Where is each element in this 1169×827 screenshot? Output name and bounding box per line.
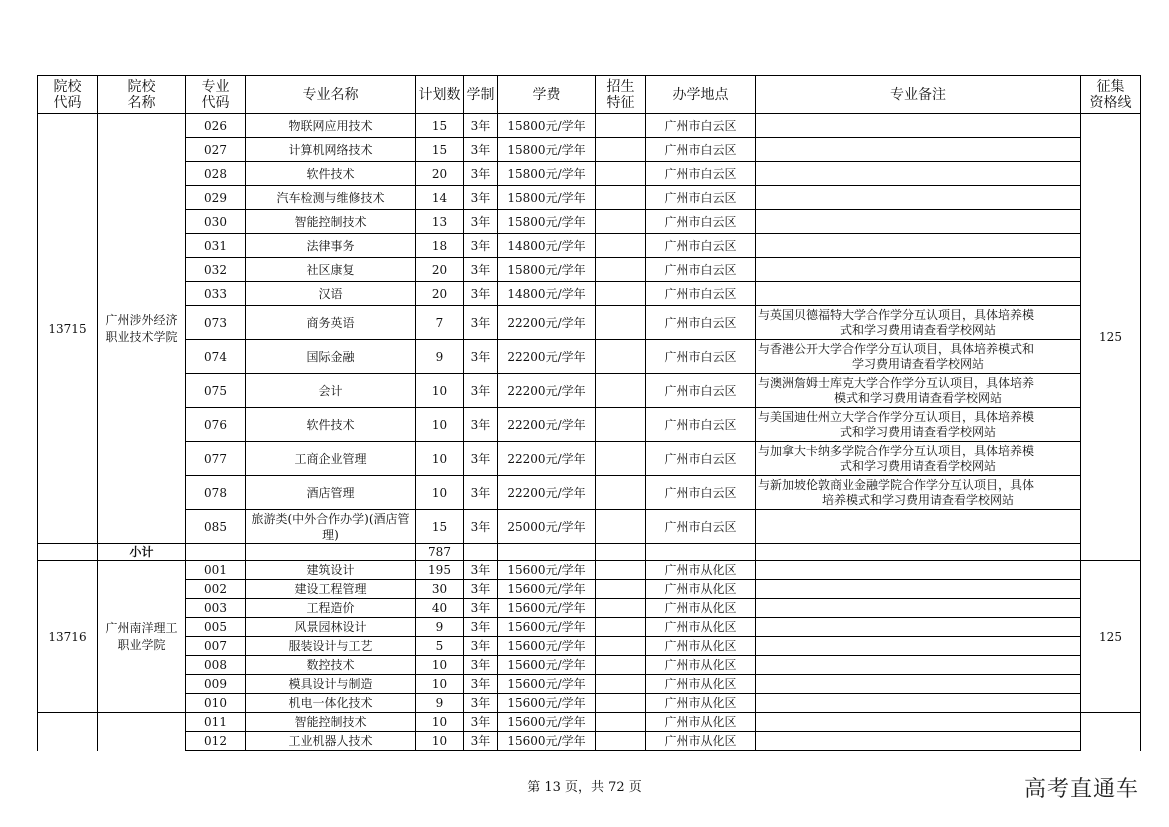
major-name-cell: 智能控制技术	[246, 713, 416, 732]
tuition-cell: 15600元/学年	[498, 675, 596, 694]
location-cell: 广州市白云区	[646, 210, 756, 234]
major-code-cell: 010	[186, 694, 246, 713]
location-cell: 广州市从化区	[646, 675, 756, 694]
plan-count-cell: 15	[416, 138, 464, 162]
location-cell: 广州市从化区	[646, 618, 756, 637]
major-code-cell: 030	[186, 210, 246, 234]
duration-cell: 3年	[464, 162, 498, 186]
header-school-code: 院校 代码	[38, 76, 98, 114]
table-row	[38, 476, 1141, 510]
table-row	[38, 732, 1141, 751]
location-cell: 广州市白云区	[646, 138, 756, 162]
major-name-cell: 模具设计与制造	[246, 675, 416, 694]
plan-count-cell: 15	[416, 114, 464, 138]
notes-cell	[756, 258, 1081, 282]
tuition-cell: 15800元/学年	[498, 114, 596, 138]
tuition-cell: 15600元/学年	[498, 694, 596, 713]
tuition-cell: 15800元/学年	[498, 162, 596, 186]
empty-cell	[498, 544, 596, 561]
school-code-cell: 13716	[38, 561, 98, 713]
plan-count-cell: 10	[416, 408, 464, 442]
enroll-feature-cell	[596, 210, 646, 234]
major-code-cell: 009	[186, 675, 246, 694]
duration-cell: 3年	[464, 340, 498, 374]
plan-count-cell: 14	[416, 186, 464, 210]
duration-cell: 3年	[464, 234, 498, 258]
major-name-cell: 智能控制技术	[246, 210, 416, 234]
table-row	[38, 656, 1141, 675]
tuition-cell: 15600元/学年	[498, 618, 596, 637]
enroll-feature-cell	[596, 442, 646, 476]
header-tuition: 学费	[498, 76, 596, 114]
enroll-feature-cell	[596, 618, 646, 637]
duration-cell: 3年	[464, 713, 498, 732]
plan-count-cell: 10	[416, 656, 464, 675]
page-number: 第 13 页，共 72 页	[527, 780, 642, 795]
school-name-cell	[98, 713, 186, 751]
major-name-cell: 汽车检测与维修技术	[246, 186, 416, 210]
tuition-cell: 22200元/学年	[498, 340, 596, 374]
enroll-feature-cell	[596, 732, 646, 751]
header-enroll-feature: 招生 特征	[596, 76, 646, 114]
tuition-cell: 14800元/学年	[498, 282, 596, 306]
duration-cell: 3年	[464, 510, 498, 544]
enroll-feature-cell	[596, 599, 646, 618]
enroll-feature-cell	[596, 282, 646, 306]
duration-cell: 3年	[464, 580, 498, 599]
notes-line-1: 与美国迪仕州立大学合作学分互认项目，具体培养模	[758, 409, 1035, 424]
header-duration: 学制	[464, 76, 498, 114]
table-body	[38, 114, 1141, 751]
location-cell: 广州市白云区	[646, 442, 756, 476]
duration-cell: 3年	[464, 694, 498, 713]
major-code-cell: 031	[186, 234, 246, 258]
notes-cell	[756, 476, 1081, 510]
header-major-code: 专业 代码	[186, 76, 246, 114]
notes-line-2: 模式和学习费用请查看学校网站	[833, 390, 1002, 405]
plan-count-cell: 9	[416, 694, 464, 713]
enroll-feature-cell	[596, 114, 646, 138]
location-cell: 广州市白云区	[646, 234, 756, 258]
major-name-cell: 工程造价	[246, 599, 416, 618]
plan-count-cell: 13	[416, 210, 464, 234]
notes-cell	[756, 408, 1081, 442]
notes-cell	[756, 510, 1081, 544]
major-name-cell: 会计	[246, 374, 416, 408]
notes-line-2: 式和学习费用请查看学校网站	[839, 458, 996, 473]
major-code-cell: 007	[186, 637, 246, 656]
notes-cell	[756, 162, 1081, 186]
tuition-cell: 25000元/学年	[498, 510, 596, 544]
empty-cell	[756, 544, 1081, 561]
admission-plan-table	[37, 75, 1141, 751]
notes-cell	[756, 306, 1081, 340]
notes-cell	[756, 340, 1081, 374]
header-min-score: 征集 资格线	[1081, 76, 1141, 114]
major-code-cell: 008	[186, 656, 246, 675]
location-cell: 广州市白云区	[646, 340, 756, 374]
location-cell: 广州市白云区	[646, 114, 756, 138]
duration-cell: 3年	[464, 114, 498, 138]
header-school-name: 院校 名称	[98, 76, 186, 114]
notes-line-2: 式和学习费用请查看学校网站	[839, 424, 996, 439]
tuition-cell: 14800元/学年	[498, 234, 596, 258]
duration-cell: 3年	[464, 618, 498, 637]
notes-cell	[756, 374, 1081, 408]
enroll-feature-cell	[596, 306, 646, 340]
enroll-feature-cell	[596, 694, 646, 713]
enroll-feature-cell	[596, 675, 646, 694]
header-row	[38, 76, 1141, 114]
empty-cell	[464, 544, 498, 561]
location-cell: 广州市白云区	[646, 408, 756, 442]
table-row	[38, 234, 1141, 258]
tuition-cell: 15600元/学年	[498, 713, 596, 732]
notes-cell	[756, 580, 1081, 599]
min-score-cell: 125	[1081, 114, 1141, 561]
duration-cell: 3年	[464, 732, 498, 751]
major-name-cell: 商务英语	[246, 306, 416, 340]
plan-count-cell: 10	[416, 713, 464, 732]
plan-count-cell: 9	[416, 618, 464, 637]
plan-count-cell: 10	[416, 442, 464, 476]
empty-cell	[646, 544, 756, 561]
duration-cell: 3年	[464, 408, 498, 442]
notes-cell	[756, 713, 1081, 732]
major-name-cell: 软件技术	[246, 162, 416, 186]
enroll-feature-cell	[596, 234, 646, 258]
major-name-cell: 机电一体化技术	[246, 694, 416, 713]
plan-count-cell: 10	[416, 732, 464, 751]
table-row	[38, 138, 1141, 162]
major-code-cell: 076	[186, 408, 246, 442]
empty-cell	[38, 544, 98, 561]
major-name-cell: 软件技术	[246, 408, 416, 442]
major-name-cell: 计算机网络技术	[246, 138, 416, 162]
major-name-cell: 建筑设计	[246, 561, 416, 580]
notes-cell	[756, 186, 1081, 210]
location-cell: 广州市从化区	[646, 694, 756, 713]
major-name-cell: 建设工程管理	[246, 580, 416, 599]
major-name-cell: 服装设计与工艺	[246, 637, 416, 656]
major-code-cell: 011	[186, 713, 246, 732]
major-name-cell: 工商企业管理	[246, 442, 416, 476]
enroll-feature-cell	[596, 258, 646, 282]
enroll-feature-cell	[596, 561, 646, 580]
notes-line-1: 与香港公开大学合作学分互认项目，具体培养模式和	[758, 341, 1035, 356]
school-code-cell: 13715	[38, 114, 98, 544]
table-row	[38, 675, 1141, 694]
major-name-cell: 社区康复	[246, 258, 416, 282]
major-code-cell: 033	[186, 282, 246, 306]
table-row	[38, 306, 1141, 340]
major-code-cell: 073	[186, 306, 246, 340]
major-code-cell: 002	[186, 580, 246, 599]
school-name-cell: 广州涉外经济职业技术学院	[98, 114, 186, 544]
table-row	[38, 510, 1141, 544]
header-major-name: 专业名称	[246, 76, 416, 114]
watermark: 高考直通车	[1023, 777, 1139, 802]
major-code-cell: 085	[186, 510, 246, 544]
location-cell: 广州市白云区	[646, 258, 756, 282]
duration-cell: 3年	[464, 374, 498, 408]
notes-cell	[756, 442, 1081, 476]
tuition-cell: 15600元/学年	[498, 732, 596, 751]
plan-count-cell: 18	[416, 234, 464, 258]
location-cell: 广州市从化区	[646, 599, 756, 618]
notes-line-2: 学习费用请查看学校网站	[851, 356, 984, 371]
enroll-feature-cell	[596, 510, 646, 544]
location-cell: 广州市白云区	[646, 374, 756, 408]
plan-count-cell: 15	[416, 510, 464, 544]
location-cell: 广州市白云区	[646, 282, 756, 306]
header-plan-count: 计划数	[416, 76, 464, 114]
major-code-cell: 026	[186, 114, 246, 138]
notes-cell	[756, 561, 1081, 580]
duration-cell: 3年	[464, 599, 498, 618]
plan-count-cell: 20	[416, 282, 464, 306]
notes-cell	[756, 656, 1081, 675]
notes-cell	[756, 732, 1081, 751]
notes-line-1: 与新加坡伦敦商业金融学院合作学分互认项目，具体	[758, 477, 1035, 492]
table-row	[38, 114, 1141, 138]
tuition-cell: 15600元/学年	[498, 637, 596, 656]
notes-cell	[756, 675, 1081, 694]
location-cell: 广州市从化区	[646, 637, 756, 656]
notes-line-1: 与澳洲詹姆士库克大学合作学分互认项目，具体培养	[758, 375, 1035, 390]
tuition-cell: 22200元/学年	[498, 374, 596, 408]
plan-count-cell: 10	[416, 675, 464, 694]
notes-line-2: 式和学习费用请查看学校网站	[839, 322, 996, 337]
table-row	[38, 442, 1141, 476]
empty-cell	[186, 544, 246, 561]
duration-cell: 3年	[464, 186, 498, 210]
table-row	[38, 162, 1141, 186]
plan-count-cell: 10	[416, 476, 464, 510]
plan-count-cell: 7	[416, 306, 464, 340]
location-cell: 广州市从化区	[646, 732, 756, 751]
notes-cell	[756, 234, 1081, 258]
notes-cell	[756, 637, 1081, 656]
notes-cell	[756, 138, 1081, 162]
empty-cell	[596, 544, 646, 561]
table-row	[38, 580, 1141, 599]
enroll-feature-cell	[596, 186, 646, 210]
duration-cell: 3年	[464, 306, 498, 340]
tuition-cell: 22200元/学年	[498, 306, 596, 340]
major-code-cell: 075	[186, 374, 246, 408]
major-code-cell: 078	[186, 476, 246, 510]
duration-cell: 3年	[464, 561, 498, 580]
tuition-cell: 15600元/学年	[498, 656, 596, 675]
enroll-feature-cell	[596, 340, 646, 374]
table-row	[38, 340, 1141, 374]
plan-count-cell: 5	[416, 637, 464, 656]
major-code-cell: 032	[186, 258, 246, 282]
major-name-cell: 物联网应用技术	[246, 114, 416, 138]
duration-cell: 3年	[464, 476, 498, 510]
major-name-cell: 旅游类(中外合作办学)(酒店管理)	[246, 510, 416, 544]
tuition-cell: 22200元/学年	[498, 408, 596, 442]
location-cell: 广州市白云区	[646, 306, 756, 340]
enroll-feature-cell	[596, 580, 646, 599]
notes-cell	[756, 210, 1081, 234]
min-score-cell: 125	[1081, 561, 1141, 713]
min-score-cell	[1081, 713, 1141, 751]
notes-cell	[756, 618, 1081, 637]
enroll-feature-cell	[596, 637, 646, 656]
plan-count-cell: 20	[416, 162, 464, 186]
duration-cell: 3年	[464, 656, 498, 675]
table-row	[38, 258, 1141, 282]
duration-cell: 3年	[464, 442, 498, 476]
major-code-cell: 077	[186, 442, 246, 476]
notes-cell	[756, 114, 1081, 138]
header-location: 办学地点	[646, 76, 756, 114]
major-name-cell: 法律事务	[246, 234, 416, 258]
table-row	[38, 210, 1141, 234]
major-name-cell: 酒店管理	[246, 476, 416, 510]
major-code-cell: 027	[186, 138, 246, 162]
header-notes: 专业备注	[756, 76, 1081, 114]
table-header	[38, 76, 1141, 114]
plan-count-cell: 40	[416, 599, 464, 618]
table-row	[38, 599, 1141, 618]
enroll-feature-cell	[596, 656, 646, 675]
tuition-cell: 15600元/学年	[498, 561, 596, 580]
notes-line-2: 培养模式和学习费用请查看学校网站	[821, 492, 1014, 507]
location-cell: 广州市从化区	[646, 713, 756, 732]
enroll-feature-cell	[596, 374, 646, 408]
plan-count-cell: 9	[416, 340, 464, 374]
major-code-cell: 029	[186, 186, 246, 210]
enroll-feature-cell	[596, 408, 646, 442]
table-row	[38, 408, 1141, 442]
table-row	[38, 374, 1141, 408]
location-cell: 广州市从化区	[646, 656, 756, 675]
major-code-cell: 001	[186, 561, 246, 580]
duration-cell: 3年	[464, 258, 498, 282]
tuition-cell: 22200元/学年	[498, 476, 596, 510]
table-row	[38, 713, 1141, 732]
enroll-feature-cell	[596, 138, 646, 162]
tuition-cell: 15800元/学年	[498, 186, 596, 210]
notes-cell	[756, 694, 1081, 713]
enroll-feature-cell	[596, 162, 646, 186]
enroll-feature-cell	[596, 476, 646, 510]
subtotal-label: 小计	[98, 544, 186, 561]
tuition-cell: 15800元/学年	[498, 210, 596, 234]
major-code-cell: 003	[186, 599, 246, 618]
location-cell: 广州市白云区	[646, 510, 756, 544]
plan-count-cell: 195	[416, 561, 464, 580]
plan-count-cell: 30	[416, 580, 464, 599]
notes-line-1: 与加拿大卡纳多学院合作学分互认项目，具体培养模	[758, 443, 1035, 458]
duration-cell: 3年	[464, 138, 498, 162]
major-code-cell: 012	[186, 732, 246, 751]
empty-cell	[246, 544, 416, 561]
tuition-cell: 15800元/学年	[498, 138, 596, 162]
major-name-cell: 工业机器人技术	[246, 732, 416, 751]
location-cell: 广州市从化区	[646, 561, 756, 580]
tuition-cell: 15800元/学年	[498, 258, 596, 282]
plan-count-cell: 10	[416, 374, 464, 408]
location-cell: 广州市白云区	[646, 186, 756, 210]
notes-cell	[756, 599, 1081, 618]
notes-cell	[756, 282, 1081, 306]
plan-count-cell: 20	[416, 258, 464, 282]
major-name-cell: 国际金融	[246, 340, 416, 374]
major-code-cell: 074	[186, 340, 246, 374]
location-cell: 广州市白云区	[646, 476, 756, 510]
location-cell: 广州市白云区	[646, 162, 756, 186]
duration-cell: 3年	[464, 637, 498, 656]
school-name-cell: 广州南洋理工职业学院	[98, 561, 186, 713]
major-name-cell: 风景园林设计	[246, 618, 416, 637]
location-cell: 广州市从化区	[646, 580, 756, 599]
major-name-cell: 数控技术	[246, 656, 416, 675]
subtotal-value: 787	[416, 544, 464, 561]
table-row	[38, 694, 1141, 713]
subtotal-row	[38, 544, 1141, 561]
notes-line-1: 与英国贝德福特大学合作学分互认项目，具体培养模	[758, 307, 1035, 322]
duration-cell: 3年	[464, 210, 498, 234]
duration-cell: 3年	[464, 675, 498, 694]
major-code-cell: 028	[186, 162, 246, 186]
table-row	[38, 637, 1141, 656]
table-row	[38, 186, 1141, 210]
table-row	[38, 282, 1141, 306]
tuition-cell: 15600元/学年	[498, 580, 596, 599]
tuition-cell: 22200元/学年	[498, 442, 596, 476]
table-row	[38, 618, 1141, 637]
enroll-feature-cell	[596, 713, 646, 732]
duration-cell: 3年	[464, 282, 498, 306]
major-code-cell: 005	[186, 618, 246, 637]
table-row	[38, 561, 1141, 580]
major-name-cell: 汉语	[246, 282, 416, 306]
school-code-cell	[38, 713, 98, 751]
tuition-cell: 15600元/学年	[498, 599, 596, 618]
